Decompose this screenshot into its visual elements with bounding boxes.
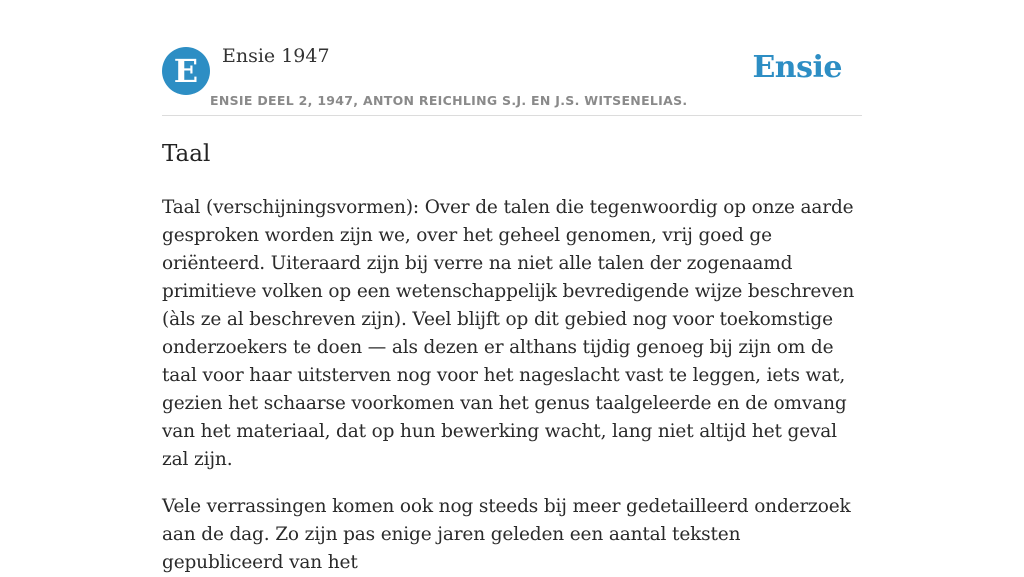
- article: [162, 138, 864, 577]
- ensie-logo-icon[interactable]: E: [162, 47, 210, 95]
- site-header: [162, 0, 862, 116]
- article-paragraph: Vele verrassingen komen ook nog steeds bij meer gedetailleerd onderzoek aan de dag. Zo zijn pas enige jaren geleden een aantal teksten gepubliceerd van het: [162, 496, 851, 573]
- brand-logo[interactable]: Ensie: [752, 50, 842, 85]
- site-title[interactable]: Ensie 1947: [222, 45, 330, 67]
- source-subtitle: ENSIE DEEL 2, 1947, ANTON REICHLING S.J. EN J.S. WITSENELIAS.: [210, 93, 688, 108]
- article-paragraph: Taal (verschijningsvormen): Over de talen die tegenwoordig op onze aarde gesproken worden zijn we, over het geheel genomen, vrij goed ge oriënteerd. Uiteraard zijn bij verre na niet alle talen der zogenaamd primitieve volken op een wetenschappelijk bevredigende wijze beschreven (àls ze al beschreven zijn). Veel blijft op dit gebied nog voor toekomstige onderzoekers te doen — als dezen er althans tijdig genoeg bij zijn om de taal voor haar uitsterven nog voor het nageslacht vast te leggen, iets wat, gezien het schaarse voorkomen van het genus taalgeleerde en de omvang van het materiaal, dat op hun bewerking wacht, lang niet altijd het geval zal zijn.: [162, 197, 855, 470]
- article-title: Taal: [162, 141, 211, 167]
